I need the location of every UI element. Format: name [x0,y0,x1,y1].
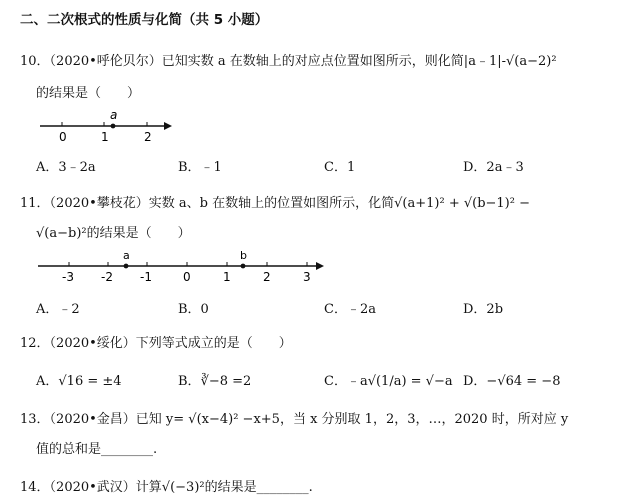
q10-option-a[interactable]: A．3﹣2a [36,160,96,175]
q14-stem: 14．（2020•武汉）计算√(−3)²的结果是________. [20,480,313,495]
q10-stem-cont: 的结果是（ ） [36,86,141,101]
q10-tick-label-0: 0 [59,130,67,144]
q11-point-b [241,264,246,269]
q13-stem: 13．（2020•金昌）已知 y= √(x−4)² −x+5，当 x 分别取 1，2，3，…，2020 时，所对应 y [20,412,569,427]
q11-point-b-label: b [240,249,247,262]
q11-point-a-label: a [123,249,130,262]
q11-stem: 11．（2020•攀枝花）实数 a、b 在数轴上的位置如图所示，化简√(a+1)² + √(b−1)² − [20,196,530,211]
q12-option-b[interactable]: B．∛−8 =2 [178,374,252,389]
q10-axis-arrow [164,122,172,130]
q12-option-c[interactable]: C．﹣a√(1/a) = √−a [324,374,453,389]
section-title: 二、二次根式的性质与化简（共 5 小题） [20,12,269,28]
q11-option-c[interactable]: C．﹣2a [324,302,376,317]
q10-point-a [111,124,116,129]
q10-number-line [36,106,176,144]
q11-tick-label-0: 0 [183,270,191,284]
q10-stem: 10．（2020•呼伦贝尔）已知实数 a 在数轴上的对应点位置如图所示，则化简|a﹣1|-√(a−2)² [20,54,557,69]
q10-tick-label-1: 1 [101,130,109,144]
q11-tick-label-3: 3 [303,270,311,284]
q11-tick-label--3: -3 [62,270,74,284]
q11-option-d[interactable]: D．2b [463,302,504,317]
q11-tick-label-2: 2 [263,270,271,284]
q10-option-c[interactable]: C．1 [324,160,356,175]
q10-tick-label-2: 2 [144,130,152,144]
q11-number-line [36,248,326,286]
q12-option-a[interactable]: A．√16 = ±4 [36,374,122,389]
q13-stem-cont: 值的总和是________. [36,442,158,457]
q11-point-a [124,264,129,269]
q11-option-a[interactable]: A．﹣2 [36,302,80,317]
q11-tick-label-1: 1 [223,270,231,284]
q10-option-d[interactable]: D．2a﹣3 [463,160,524,175]
q12-stem: 12．（2020•绥化）下列等式成立的是（ ） [20,336,292,351]
q10-point-a-label: a [110,108,118,122]
q11-option-b[interactable]: B．0 [178,302,209,317]
q11-tick-label--2: -2 [101,270,113,284]
q10-option-b[interactable]: B．﹣1 [178,160,222,175]
q12-option-d[interactable]: D．−√64 = −8 [463,374,561,389]
q11-stem-cont: √(a−b)²的结果是（ ） [36,226,191,241]
q11-axis-arrow [316,262,324,270]
q11-tick-label--1: -1 [140,270,152,284]
